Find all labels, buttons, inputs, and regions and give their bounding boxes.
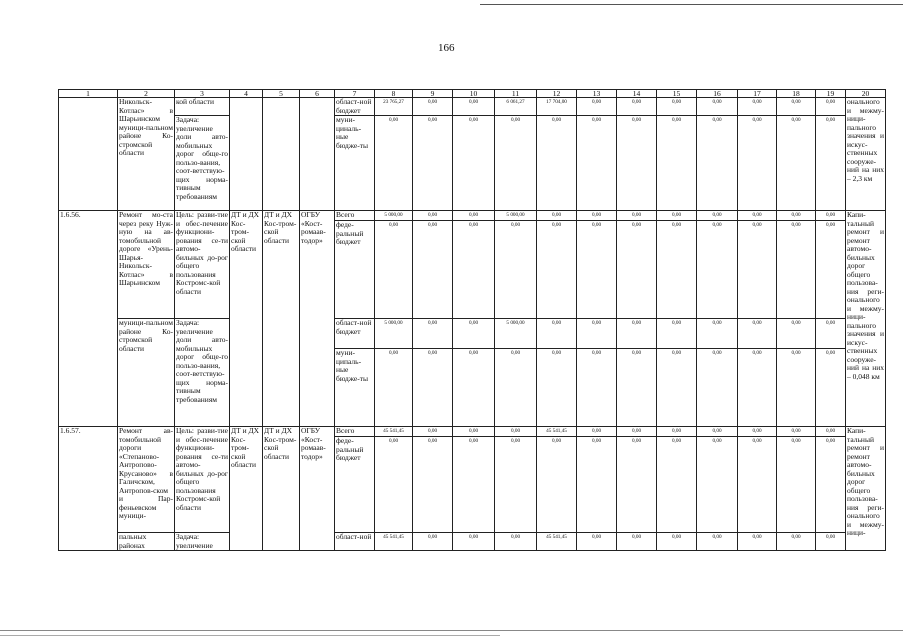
amount-cell: 0,00 xyxy=(657,98,697,116)
amount-cell: 0,00 xyxy=(657,427,697,437)
column-header: 18 xyxy=(777,90,816,98)
column-header: 15 xyxy=(657,90,697,98)
amount-cell: 0,00 xyxy=(577,116,617,211)
amount-cell: 0,00 xyxy=(777,349,816,427)
amount-cell: 0,00 xyxy=(537,116,577,211)
amount-cell: 0,00 xyxy=(413,211,453,221)
column-header: 16 xyxy=(697,90,738,98)
amount-cell: 0,00 xyxy=(617,427,657,437)
amount-cell: 0,00 xyxy=(816,427,846,437)
amount-cell: 0,00 xyxy=(657,437,697,533)
empty-cell xyxy=(230,98,263,211)
executor: ОГБУ «Кост-ромаав-тодор» xyxy=(300,427,335,551)
amount-cell: 0,00 xyxy=(577,221,617,319)
amount-cell: 0,00 xyxy=(738,116,777,211)
amount-cell: 0,00 xyxy=(413,533,453,551)
amount-cell: 0,00 xyxy=(617,221,657,319)
coordinator: ДТ и ДХ Кос-тром-ской области xyxy=(263,211,300,427)
amount-cell: 0,00 xyxy=(577,319,617,349)
object-name: Ремонт ав-томобильной дороги «Степаново-Антропово-Крусаново» в Галичском, Антропов-ском и Пар-феньевском муници- xyxy=(118,427,175,533)
amount-cell: 0,00 xyxy=(577,533,617,551)
amount-cell: 0,00 xyxy=(453,349,495,427)
amount-cell: 0,00 xyxy=(816,116,846,211)
amount-cell: 0,00 xyxy=(657,211,697,221)
amount-cell: 0,00 xyxy=(577,427,617,437)
goal-text: Цель: разви-тие и обес-печение функциони-рования се-ти автомо-бильных до-рог общего пользования Костромс-кой области xyxy=(175,427,230,533)
source-label: област-ной бюджет xyxy=(335,319,375,349)
column-header: 17 xyxy=(738,90,777,98)
amount-cell: 0,00 xyxy=(777,116,816,211)
amount-cell: 0,00 xyxy=(413,116,453,211)
amount-cell: 0,00 xyxy=(375,437,413,533)
amount-cell: 0,00 xyxy=(453,437,495,533)
column-header: 19 xyxy=(816,90,846,98)
amount-cell: 6 061,27 xyxy=(495,98,537,116)
column-header: 3 xyxy=(175,90,230,98)
table-row xyxy=(59,319,886,349)
goal-text: Цель: разви-тие и обес-печение функциони-рования се-ти автомо-бильных до-рог общего пользования Костромс-кой области xyxy=(175,211,230,319)
amount-cell: 0,00 xyxy=(738,221,777,319)
column-header: 14 xyxy=(617,90,657,98)
amount-cell: 0,00 xyxy=(657,319,697,349)
amount-cell: 0,00 xyxy=(617,533,657,551)
amount-cell: 0,00 xyxy=(537,437,577,533)
header-row xyxy=(59,90,886,98)
amount-cell: 45 541,45 xyxy=(537,533,577,551)
table-row xyxy=(59,116,886,211)
task-text: Задача: увеличение доли авто-мобильных дорог обще-го пользо-вания, соот-ветствую-щих норма-тивным требованиям xyxy=(175,116,230,211)
source-label: област-ной xyxy=(335,533,375,551)
amount-cell: 0,00 xyxy=(697,437,738,533)
task-text: Задача: увеличение xyxy=(175,533,230,551)
amount-cell: 0,00 xyxy=(495,437,537,533)
amount-cell: 0,00 xyxy=(413,319,453,349)
amount-cell: 0,00 xyxy=(375,221,413,319)
amount-cell: 0,00 xyxy=(697,211,738,221)
amount-cell: 0,00 xyxy=(453,319,495,349)
source-label: Всего xyxy=(335,211,375,221)
amount-cell: 0,00 xyxy=(495,533,537,551)
amount-cell: 0,00 xyxy=(657,221,697,319)
amount-cell: 0,00 xyxy=(537,349,577,427)
amount-cell: 0,00 xyxy=(816,221,846,319)
result-text: Капи-тальный ремонт и ремонт автомо-бильных дорог общего пользова-ния реги-онального и межму-ници- xyxy=(846,427,886,551)
amount-cell: 0,00 xyxy=(413,437,453,533)
amount-cell: 0,00 xyxy=(697,349,738,427)
source-label: феде-ральный бюджет xyxy=(335,437,375,533)
amount-cell: 5 000,00 xyxy=(375,319,413,349)
column-header: 9 xyxy=(413,90,453,98)
amount-cell: 0,00 xyxy=(738,427,777,437)
amount-cell: 0,00 xyxy=(738,349,777,427)
empty-cell xyxy=(59,98,118,211)
amount-cell: 0,00 xyxy=(697,116,738,211)
amount-cell: 0,00 xyxy=(495,221,537,319)
amount-cell: 0,00 xyxy=(816,349,846,427)
amount-cell: 0,00 xyxy=(816,319,846,349)
amount-cell: 5 000,00 xyxy=(375,211,413,221)
amount-cell: 0,00 xyxy=(453,427,495,437)
goal-text: кой области xyxy=(175,98,230,116)
amount-cell: 45 541,45 xyxy=(537,427,577,437)
amount-cell: 5 000,00 xyxy=(495,211,537,221)
program-table xyxy=(58,89,886,551)
column-header: 10 xyxy=(453,90,495,98)
scan-bottom-line xyxy=(0,630,903,631)
amount-cell: 0,00 xyxy=(777,427,816,437)
amount-cell: 0,00 xyxy=(617,116,657,211)
amount-cell: 0,00 xyxy=(495,427,537,437)
column-header: 2 xyxy=(118,90,175,98)
column-header: 1 xyxy=(59,90,118,98)
source-label: Всего xyxy=(335,427,375,437)
row-number: 1.6.57. xyxy=(59,427,118,551)
amount-cell: 0,00 xyxy=(577,98,617,116)
amount-cell: 0,00 xyxy=(617,349,657,427)
amount-cell: 0,00 xyxy=(413,427,453,437)
customer: ДТ и ДХ Кос-тром-ской области xyxy=(230,211,263,427)
amount-cell: 0,00 xyxy=(657,349,697,427)
amount-cell: 0,00 xyxy=(617,437,657,533)
amount-cell: 23 765,27 xyxy=(375,98,413,116)
table-row xyxy=(59,427,886,437)
result-text: онального и межму-ници-пального значения и искус-ственных сооруже-ний на них – 2,3 км xyxy=(846,98,886,211)
amount-cell: 45 541,45 xyxy=(375,533,413,551)
source-label: феде-ральный бюджет xyxy=(335,221,375,319)
amount-cell: 0,00 xyxy=(453,98,495,116)
amount-cell: 0,00 xyxy=(777,437,816,533)
table-row xyxy=(59,211,886,221)
empty-cell xyxy=(263,98,300,211)
object-name: пальных районах xyxy=(118,533,175,551)
amount-cell: 0,00 xyxy=(577,349,617,427)
object-name: муници-пальном районе Ко-стромской области xyxy=(118,319,175,427)
source-label: муни-циналь-ные бюдже-ты xyxy=(335,116,375,211)
amount-cell: 0,00 xyxy=(777,533,816,551)
row-number: 1.6.56. xyxy=(59,211,118,427)
amount-cell: 0,00 xyxy=(537,221,577,319)
amount-cell: 45 541,45 xyxy=(375,427,413,437)
amount-cell: 0,00 xyxy=(453,116,495,211)
scan-top-line xyxy=(480,4,903,5)
amount-cell: 0,00 xyxy=(537,319,577,349)
amount-cell: 0,00 xyxy=(617,98,657,116)
table-row xyxy=(59,533,886,551)
table-row xyxy=(59,98,886,116)
page-number: 166 xyxy=(438,42,455,54)
amount-cell: 0,00 xyxy=(375,116,413,211)
amount-cell: 0,00 xyxy=(577,211,617,221)
amount-cell: 0,00 xyxy=(617,211,657,221)
amount-cell: 0,00 xyxy=(697,427,738,437)
amount-cell: 0,00 xyxy=(413,349,453,427)
amount-cell: 0,00 xyxy=(816,211,846,221)
amount-cell: 0,00 xyxy=(816,437,846,533)
amount-cell: 0,00 xyxy=(738,319,777,349)
amount-cell: 0,00 xyxy=(777,319,816,349)
scan-bottom-line xyxy=(0,635,500,636)
amount-cell: 5 000,00 xyxy=(495,319,537,349)
amount-cell: 0,00 xyxy=(697,221,738,319)
result-text: Капи-тальный ремонт и ремонт автомо-бильных дорог общего пользова-ния реги-онального и межму-ници-пального значения и искус-ственных сооруже-ний на них – 0,048 км xyxy=(846,211,886,427)
amount-cell: 0,00 xyxy=(816,533,846,551)
amount-cell: 0,00 xyxy=(738,211,777,221)
amount-cell: 0,00 xyxy=(577,437,617,533)
column-header: 5 xyxy=(263,90,300,98)
amount-cell: 0,00 xyxy=(495,116,537,211)
source-label: муни-ципаль-ные бюдже-ты xyxy=(335,349,375,427)
amount-cell: 0,00 xyxy=(777,211,816,221)
task-text: Задача: увеличение доли авто-мобильных дорог обще-го пользо-вания, соот-ветствую-щих норма-тивным требованиям xyxy=(175,319,230,427)
object-name: Никольск-Котлас» в Шарьинском муници-пальном районе Ко-стромской области xyxy=(118,98,175,211)
amount-cell: 0,00 xyxy=(453,211,495,221)
column-header: 4 xyxy=(230,90,263,98)
object-name: Ремонт мо-ста через реку Нуж-ную на ав-томобильной дороге «Урень-Шарья-Никольск-Котлас» в Шарьинском xyxy=(118,211,175,319)
amount-cell: 0,00 xyxy=(537,211,577,221)
coordinator: ДТ и ДХ Кос-тром-ской области xyxy=(263,427,300,551)
amount-cell: 0,00 xyxy=(738,437,777,533)
column-header: 11 xyxy=(495,90,537,98)
amount-cell: 0,00 xyxy=(657,116,697,211)
amount-cell: 0,00 xyxy=(697,98,738,116)
executor: ОГБУ «Кост-ромаав-тодор» xyxy=(300,211,335,427)
amount-cell: 0,00 xyxy=(413,221,453,319)
amount-cell: 0,00 xyxy=(697,319,738,349)
column-header: 13 xyxy=(577,90,617,98)
amount-cell: 0,00 xyxy=(738,98,777,116)
amount-cell: 0,00 xyxy=(617,319,657,349)
amount-cell: 0,00 xyxy=(697,533,738,551)
column-header: 7 xyxy=(335,90,375,98)
amount-cell: 0,00 xyxy=(816,98,846,116)
amount-cell: 0,00 xyxy=(453,221,495,319)
column-header: 6 xyxy=(300,90,335,98)
amount-cell: 0,00 xyxy=(413,98,453,116)
amount-cell: 0,00 xyxy=(453,533,495,551)
empty-cell xyxy=(300,98,335,211)
column-header: 8 xyxy=(375,90,413,98)
amount-cell: 0,00 xyxy=(777,221,816,319)
column-header: 20 xyxy=(846,90,886,98)
customer: ДТ и ДХ Кос-тром-ской области xyxy=(230,427,263,551)
source-label: област-ной бюджет xyxy=(335,98,375,116)
amount-cell: 0,00 xyxy=(657,533,697,551)
amount-cell: 0,00 xyxy=(777,98,816,116)
amount-cell: 0,00 xyxy=(495,349,537,427)
column-header: 12 xyxy=(537,90,577,98)
amount-cell: 0,00 xyxy=(375,349,413,427)
amount-cell: 17 704,00 xyxy=(537,98,577,116)
amount-cell: 0,00 xyxy=(738,533,777,551)
